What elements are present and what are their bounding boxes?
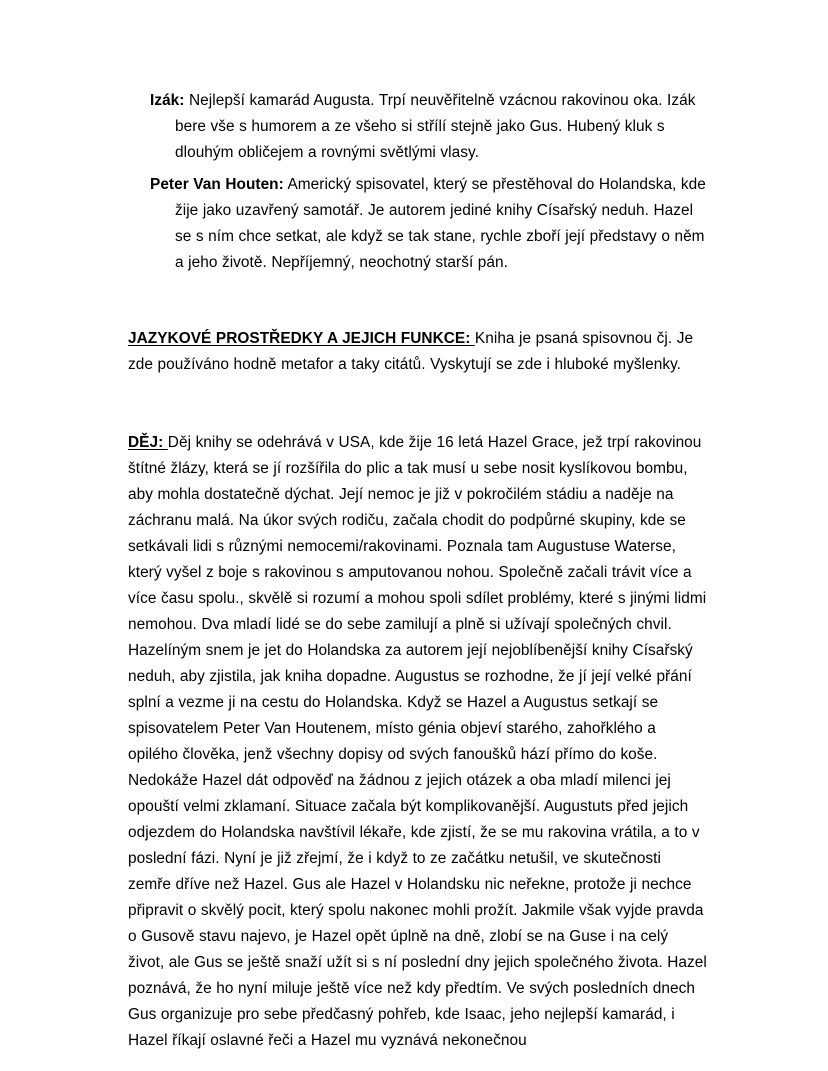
section-body-plot: Děj knihy se odehrává v USA, kde žije 16 letá Hazel Grace, jež trpí rakovinou štítné žlázy, která se jí rozšířila do plic a tak musí u sebe nosit kyslíkovou bombu, aby mohla dostatečně dýchat. Její nemoc je již v pokročilém stádiu a naděje na záchranu malá. Na úkor svých rodiču, začala chodit do podpůrné skupiny, kde se setkávali lidi s různými nemocemi/rakovinami. Poznala tam Augustuse Waterse, který vyšel z boje s rakovinou s amputovanou nohou. Společně začali trávit více a více času spolu., skvělě si rozumí a mohou spoli sdílet problémy, které s jinými lidmi nemohou. Dva mladí lidé se do sebe zamilují a plně si užívají společných chvil. Hazelíným snem je jet do Holandska za autorem její nejoblíbenější knihy Císařský neduh, aby zjistila, jak kniha dopadne. Augustus se rozhodne, že jí její velké přání splní a vezme ji na cestu do Holandska. Když se Hazel a Augustus setkají se spisovatelem Peter Van Houtenem, místo génia objeví starého, zahořklého a opilého člověka, jenž všechny dopisy od svých fanoušků hází přímo do koše. Nedokáže Hazel dát odpověď na žádnou z jejich otázek a oba mladí milenci jej opouští velmi zklamaní. Situace začala být komplikovanější. Augustuts před jejich odjezdem do Holandska navštívil lékaře, kde zjistí, že se mu rakovina vrátila, a to v poslední fázi. Nyní je již zřejmí, že i když to ze začátku netušil, ve skutečnosti zemře dříve než Hazel. Gus ale Hazel v Holandsku nic neřekne, protože ji nechce připravit o skvělý pocit, který spolu nakonec mohli prožít. Jakmile však vyjde pravda o Gusově stavu najevo, je Hazel opět úplně na dně, zlobí se na Guse i na celý život, ale Gus se ještě snaží užít si s ní poslední dny jejich společného života. Hazel poznává, že ho nyní miluje ještě více než kdy předtím. Ve svých posledních dnech Gus organizuje pro sebe předčasný pohřeb, kde Isaac, jeho nejlepší kamarád, i Hazel říkají oslavné řeči a Hazel mu vyznává nekonečnou <box>128 434 707 1049</box>
section-heading-language-means: JAZYKOVÉ PROSTŘEDKY A JEJICH FUNKCE: <box>128 330 475 347</box>
section-language-means <box>128 326 708 378</box>
character-description-peter-van-houten: Americký spisovatel, který se přestěhoval do Holandska, kde žije jako uzavřený samotář. Je autorem jediné knihy Císařský neduh. Hazel se s ním chce setkat, ale když se tak stane, rychle zboří její představy o něm a jeho životě. Nepříjemný, neochotný starší pán. <box>175 176 706 271</box>
section-spacer-language <box>128 282 708 326</box>
section-spacer-plot <box>128 378 708 430</box>
character-description-izak: Nejlepší kamarád Augusta. Trpí neuvěřitelně vzácnou rakovinou oka. Izák bere vše s humorem a ze všeho si střílí stejně jako Gus. Hubený kluk s dlouhým obličejem a rovnými světlými vlasy. <box>175 92 696 161</box>
section-body-language-means: Kniha je psaná spisovnou čj. Je zde používáno hodně metafor a taky citátů. Vyskytují se zde i hluboké myšlenky. <box>128 330 694 373</box>
document-body <box>128 88 708 1054</box>
section-heading-plot: DĚJ: <box>128 434 168 451</box>
character-entry-peter-van-houten <box>128 172 708 276</box>
character-name-izak: Izák: <box>150 92 185 109</box>
character-entry-izak <box>128 88 708 166</box>
section-plot <box>128 430 708 1054</box>
character-name-peter-van-houten: Peter Van Houten: <box>150 176 284 193</box>
